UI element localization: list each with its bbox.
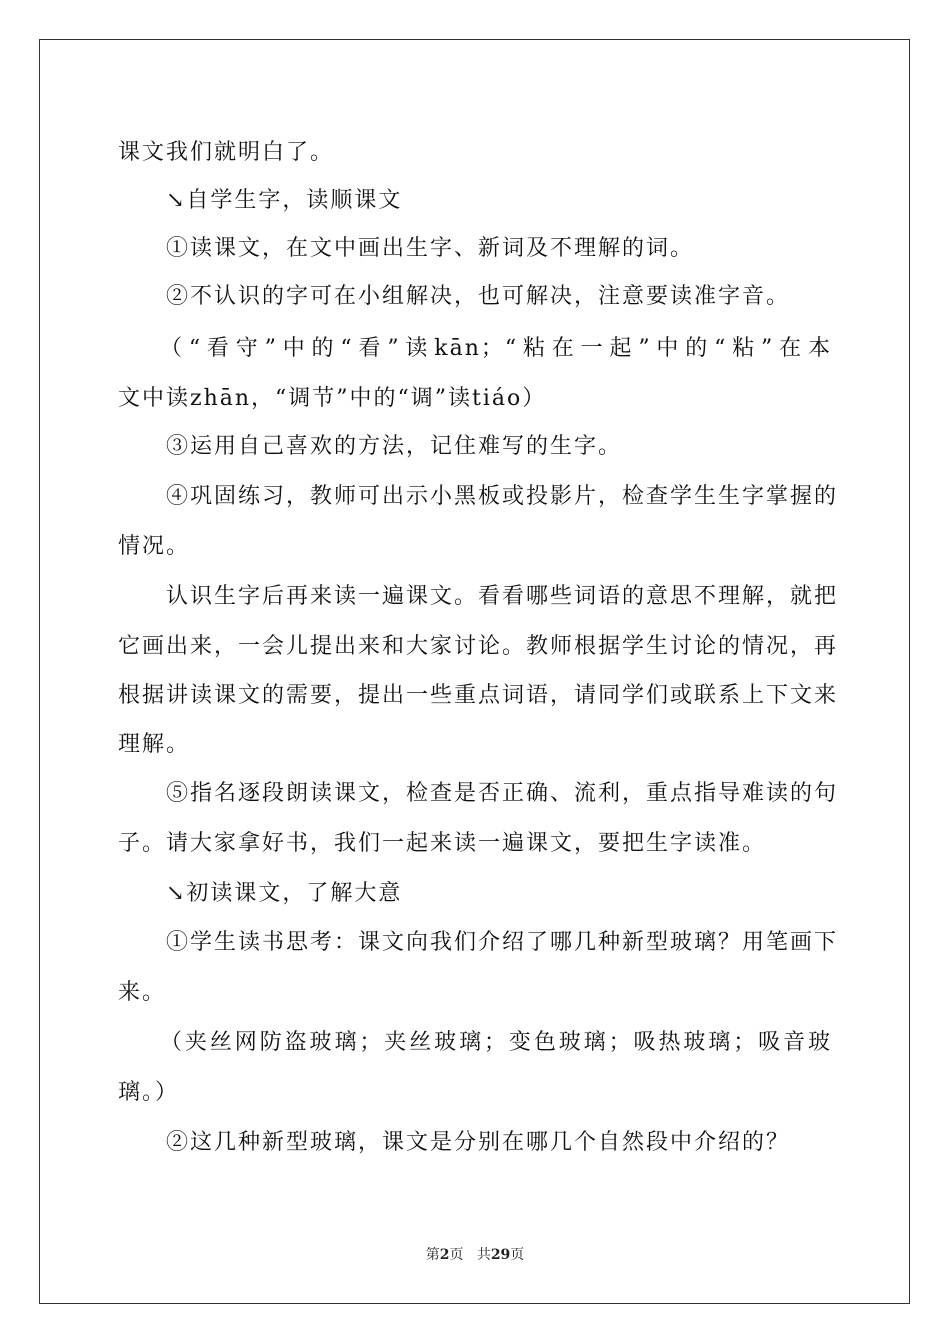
- paragraph-line: 认识生字后再来读一遍课文。看看哪些词语的意思不理解，就把: [166, 584, 839, 609]
- paragraph-line: 课文我们就明白了。: [118, 140, 335, 165]
- footer-total-suffix: 页: [510, 1247, 525, 1263]
- footer-page-number: 2: [439, 1247, 450, 1263]
- paragraph-line: （“看守”中的“看”读kān；“粘在一起”中的“粘”在本: [160, 336, 832, 361]
- paragraph-line: 情况。: [118, 534, 191, 559]
- paragraph-line: ③运用自己喜欢的方法，记住难写的生字。: [166, 434, 623, 459]
- footer-prefix: 第: [425, 1247, 440, 1263]
- paragraph-line: 根据讲读课文的需要，提出一些重点词语，请同学们或联系上下文来: [118, 683, 839, 708]
- paragraph-line: 它画出来，一会儿提出来和大家讨论。教师根据学生讨论的情况，再: [118, 634, 839, 659]
- page-footer: [0, 1245, 950, 1265]
- paragraph-line: 来。: [118, 980, 167, 1005]
- paragraph-line: ①学生读书思考：课文向我们介绍了哪几种新型玻璃？用笔画下: [166, 930, 839, 955]
- paragraph-line: 璃。）: [118, 1080, 180, 1105]
- paragraph-line: （夹丝网防盗玻璃；夹丝玻璃；变色玻璃；吸热玻璃；吸音玻: [160, 1030, 832, 1055]
- footer-total-prefix: 共: [476, 1247, 491, 1263]
- paragraph-line: 理解。: [118, 732, 191, 757]
- page-border: [39, 39, 910, 1304]
- paragraph-line: ②不认识的字可在小组解决，也可解决，注意要读准字音。: [166, 284, 791, 309]
- paragraph-line: 文中读zhān，“调节”中的“调”读tiáo）: [118, 386, 547, 411]
- footer-total-pages: 29: [490, 1247, 511, 1263]
- paragraph-line: ①读课文，在文中画出生字、新词及不理解的词。: [166, 236, 695, 261]
- paragraph-line: 子。请大家拿好书，我们一起来读一遍课文，要把生字读准。: [118, 831, 767, 856]
- section-heading: ↘自学生字，读顺课文: [166, 188, 403, 213]
- section-heading: ↘初读课文，了解大意: [166, 881, 403, 906]
- footer-page-suffix: 页: [449, 1247, 464, 1263]
- paragraph-line: ②这几种新型玻璃，课文是分别在哪几个自然段中介绍的？: [166, 1130, 791, 1155]
- paragraph-line: ⑤指名逐段朗读课文，检查是否正确、流利，重点指导难读的句: [166, 781, 839, 806]
- paragraph-line: ④巩固练习，教师可出示小黑板或投影片，检查学生生字掌握的: [166, 484, 839, 509]
